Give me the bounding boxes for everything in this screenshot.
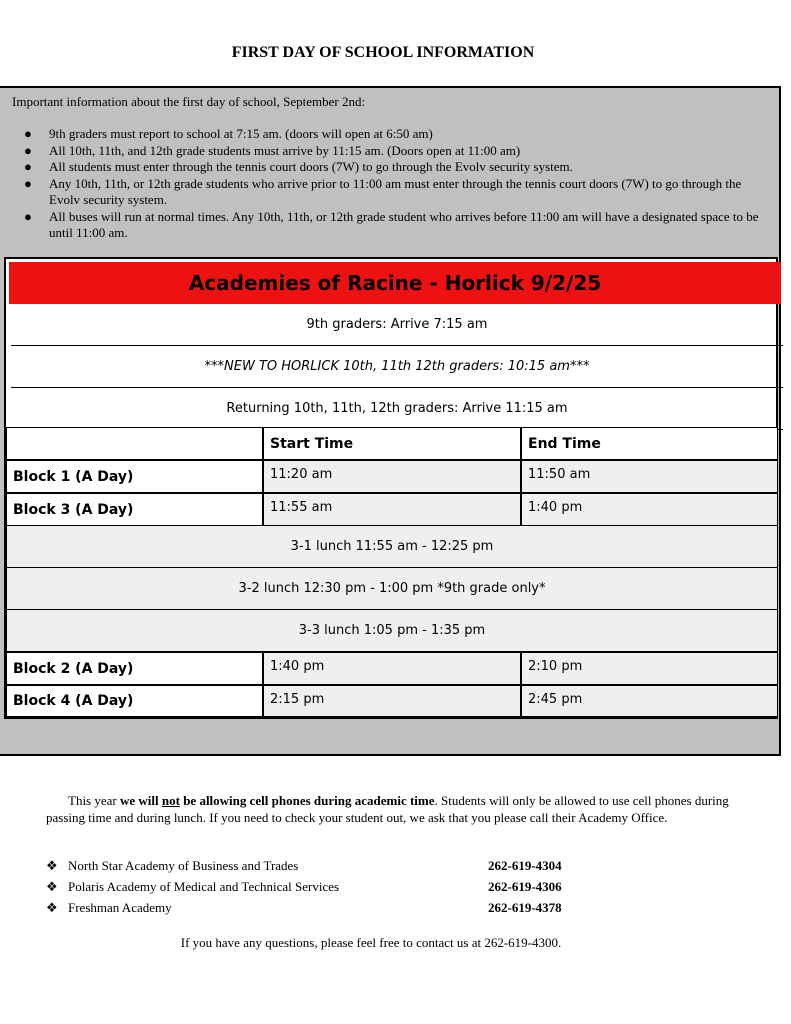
header-start-time: Start Time — [263, 427, 521, 460]
block-label: Block 4 (A Day) — [6, 685, 263, 717]
block-start-time: 11:20 am — [263, 460, 521, 493]
bullet-icon: ● — [24, 175, 32, 191]
block-end-time: 11:50 am — [521, 460, 778, 493]
arrival-row: Returning 10th, 11th, 12th graders: Arrive 11:15 am — [11, 388, 783, 430]
block-start-time: 2:15 pm — [263, 685, 521, 717]
academy-name: North Star Academy of Business and Trades — [68, 858, 299, 873]
diamond-bullet-icon: ❖ — [46, 879, 58, 894]
header-end-time: End Time — [521, 427, 778, 460]
bullet-list — [24, 126, 774, 242]
academy-contacts — [46, 858, 646, 921]
bullet-icon: ● — [24, 208, 32, 224]
bullet-icon: ● — [24, 142, 32, 158]
academy-name: Polaris Academy of Medical and Technical Services — [68, 879, 340, 894]
block-start-time: 11:55 am — [263, 493, 521, 526]
list-item: ● All buses will run at normal times. Any 10th, 11th, or 12th grade student who arrives before 11:00 am will have a designated space to be until 11:00 am. — [24, 208, 759, 240]
block-end-time: 1:40 pm — [521, 493, 778, 526]
block-label: Block 3 (A Day) — [6, 493, 263, 526]
block-end-time: 2:45 pm — [521, 685, 778, 717]
academy-phone: 262-619-4306 — [488, 879, 562, 894]
diamond-bullet-icon: ❖ — [46, 858, 58, 873]
block-label: Block 2 (A Day) — [6, 652, 263, 685]
list-item: ● All students must enter through the tennis court doors (7W) to go through the Evolv security system. — [24, 159, 573, 174]
list-item — [46, 858, 646, 879]
list-item: ● 9th graders must report to school at 7:15 am. (doors will open at 6:50 am) — [24, 126, 433, 141]
list-item: ● Any 10th, 11th, or 12th grade students who arrive prior to 11:00 am must enter through the tennis court doors (7W) to go through the Evolv security system. — [24, 175, 742, 207]
page-title: FIRST DAY OF SCHOOL INFORMATION — [231, 44, 535, 61]
list-item — [46, 900, 646, 921]
list-item: ● All 10th, 11th, and 12th grade students must arrive by 11:15 am. (Doors open at 11:00 am) — [24, 142, 521, 158]
academy-phone: 262-619-4378 — [488, 900, 562, 915]
academy-phone: 262-619-4304 — [488, 858, 562, 873]
schedule-table — [4, 257, 778, 719]
academy-name: Freshman Academy — [68, 900, 172, 915]
arrival-row: ***NEW TO HORLICK 10th, 11th 12th graders: 10:15 am*** — [11, 346, 783, 388]
block-label: Block 1 (A Day) — [6, 460, 263, 493]
diamond-bullet-icon: ❖ — [46, 900, 58, 915]
block-start-time: 1:40 pm — [263, 652, 521, 685]
closing-note: If you have any questions, please feel free to contact us at 262-619-4300. — [180, 935, 562, 950]
cell-phone-policy: This year we will not be allowing cell phones during academic time. Students will only be allowed to use cell phones during passing time and during lunch. If you need to check your student out, we ask that you please call their Academy Office. — [46, 793, 729, 825]
bullet-icon: ● — [24, 126, 32, 141]
lunch-row: 3-1 lunch 11:55 am - 12:25 pm — [6, 526, 778, 568]
list-item — [46, 879, 646, 900]
lunch-row: 3-3 lunch 1:05 pm - 1:35 pm — [6, 610, 778, 652]
schedule-banner: Academies of Racine - Horlick 9/2/25 — [9, 262, 781, 304]
lunch-row: 3-2 lunch 12:30 pm - 1:00 pm *9th grade only* — [6, 568, 778, 610]
header-blank-cell — [6, 427, 263, 460]
arrival-row: 9th graders: Arrive 7:15 am — [11, 304, 783, 346]
bullet-icon: ● — [24, 159, 32, 174]
intro-text: Important information about the first day of school, September 2nd: — [12, 94, 366, 109]
block-end-time: 2:10 pm — [521, 652, 778, 685]
